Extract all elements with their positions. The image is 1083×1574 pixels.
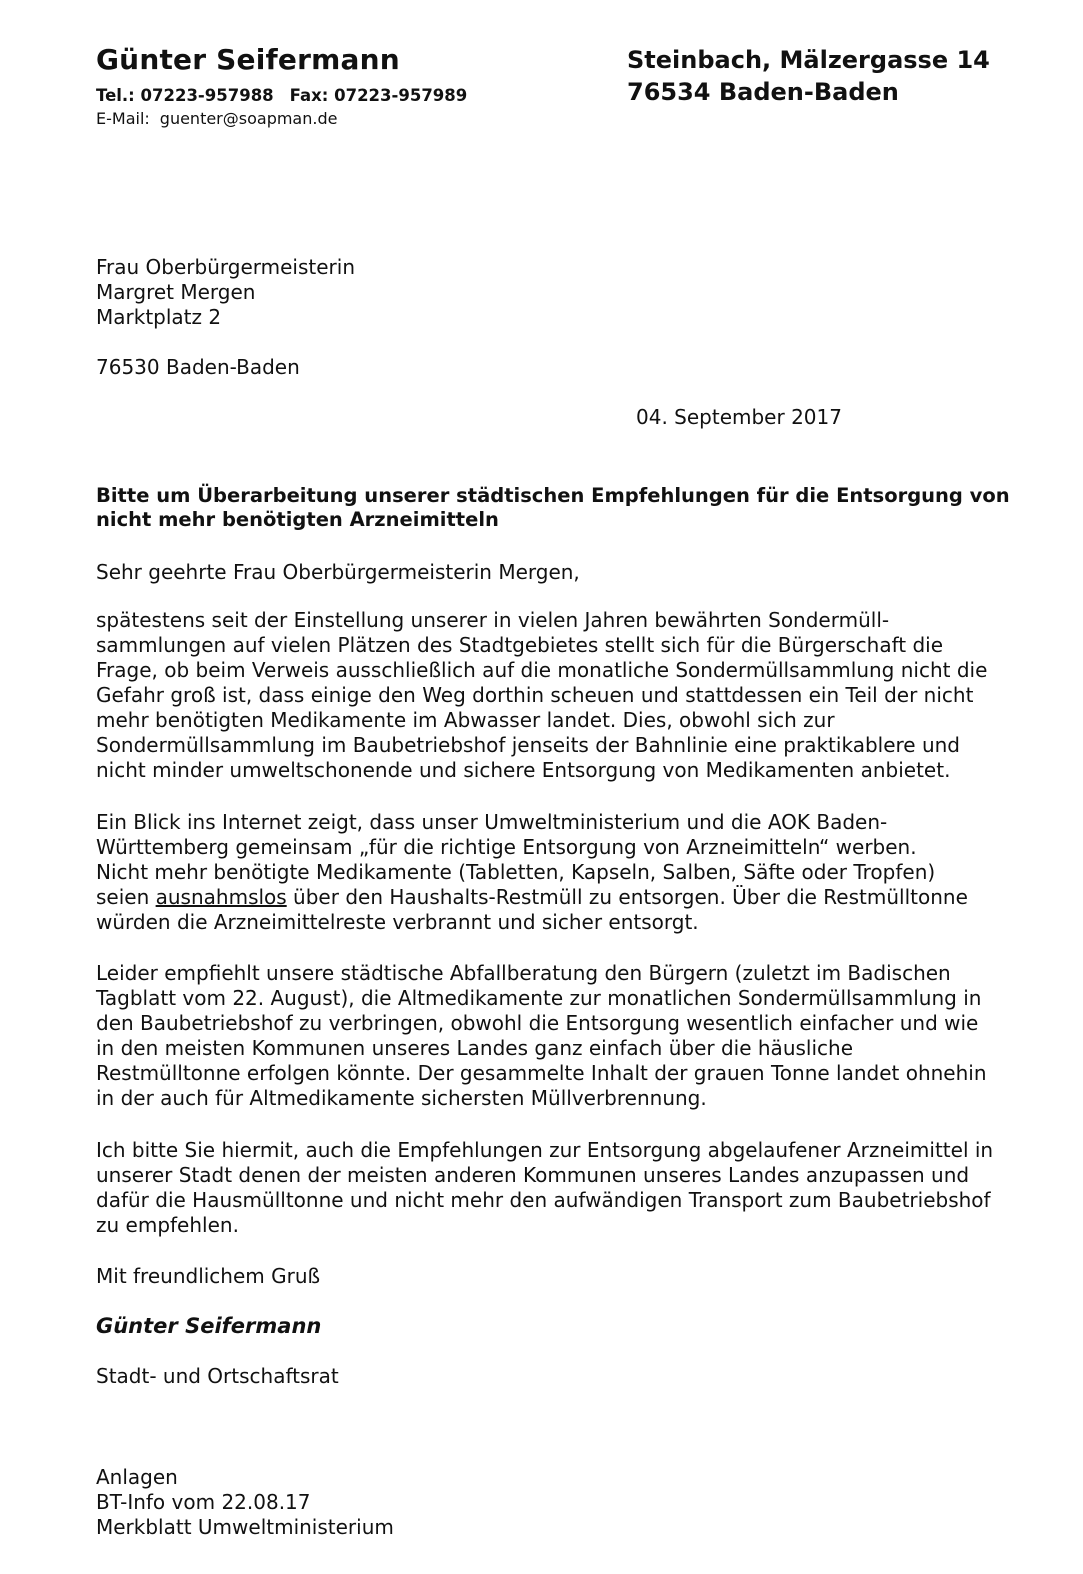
paragraph-line: Nicht mehr benötigte Medikamente (Tabletten, Kapseln, Salben, Säfte oder Tropfen) (96, 860, 936, 884)
attachment-item: BT-Info vom 22.08.17 (96, 1490, 311, 1514)
phone-label: Tel.: (96, 86, 135, 105)
sender-contact-line (96, 86, 467, 105)
paragraph-line: sammlungen auf vielen Plätzen des Stadtgebietes stellt sich für die Bürgerschaft die (96, 633, 944, 657)
paragraph-line: spätestens seit der Einstellung unserer in vielen Jahren bewährten Sondermüll- (96, 608, 890, 632)
paragraph-line: Ich bitte Sie hiermit, auch die Empfehlungen zur Entsorgung abgelaufener Arzneimittel in (96, 1138, 994, 1162)
text-span: über den Haushalts-Restmüll zu entsorgen. Über die Restmülltonne (286, 885, 968, 909)
paragraph-line: dafür die Hausmülltonne und nicht mehr den aufwändigen Transport zum Baubetriebshof (96, 1188, 991, 1212)
paragraph-line: zu empfehlen. (96, 1213, 239, 1237)
recipient-address (96, 255, 355, 380)
paragraph-line: würden die Arzneimittelreste verbrannt und sicher entsorgt. (96, 910, 699, 934)
body-paragraph-1 (96, 608, 1036, 783)
paragraph-line: Restmülltonne erfolgen könnte. Der gesammelte Inhalt der grauen Tonne landet ohnehin (96, 1061, 987, 1085)
paragraph-line: unserer Stadt denen der meisten anderen Kommunen unseres Landes anzupassen und (96, 1163, 970, 1187)
email-label: E-Mail: (96, 109, 150, 128)
letter-date: 04. September 2017 (636, 405, 842, 429)
paragraph-line: Gefahr groß ist, dass einige den Weg dorthin scheuen und stattdessen ein Teil der nicht (96, 683, 974, 707)
recipient-line: Marktplatz 2 (96, 305, 222, 329)
attachment-item: Merkblatt Umweltministerium (96, 1515, 394, 1539)
body-paragraph-2 (96, 810, 1036, 935)
text-span: seien (96, 885, 156, 909)
recipient-line: Margret Mergen (96, 280, 256, 304)
fax-label: Fax: (289, 86, 329, 105)
fax-number: 07223-957989 (334, 86, 468, 105)
recipient-city: 76530 Baden-Baden (96, 355, 300, 379)
recipient-line: Frau Oberbürgermeisterin (96, 255, 356, 279)
paragraph-line: den Baubetriebshof zu verbringen, obwohl die Entsorgung wesentlich einfacher und wie (96, 1011, 979, 1035)
signature: Günter Seifermann (96, 1314, 322, 1338)
attachments (96, 1465, 394, 1540)
paragraph-line: in der auch für Altmedikamente sichersten Müllverbrennung. (96, 1086, 707, 1110)
body-paragraph-3 (96, 961, 1036, 1111)
paragraph-line: Württemberg gemeinsam „für die richtige Entsorgung von Arzneimitteln“ werben. (96, 835, 917, 859)
salutation: Sehr geehrte Frau Oberbürgermeisterin Mergen, (96, 560, 580, 584)
email-address: guenter@soapman.de (159, 109, 338, 128)
paragraph-line: Ein Blick ins Internet zeigt, dass unser Umweltministerium und die AOK Baden- (96, 810, 888, 834)
sender-city: 76534 Baden-Baden (627, 78, 899, 106)
letter-subject: Bitte um Überarbeitung unserer städtischen Empfehlungen für die Entsorgung von nicht mehr benötigten Arzneimitteln (96, 484, 1010, 531)
attachments-heading: Anlagen (96, 1465, 178, 1489)
sender-street: Steinbach, Mälzergasse 14 (627, 46, 990, 74)
body-paragraph-4 (96, 1138, 1036, 1238)
paragraph-line: Sondermüllsammlung im Baubetriebshof jenseits der Bahnlinie eine praktikablere und (96, 733, 960, 757)
signer-title: Stadt- und Ortschaftsrat (96, 1364, 339, 1388)
phone-number: 07223-957988 (140, 86, 274, 105)
paragraph-line: nicht minder umweltschonende und sichere Entsorgung von Medikamenten anbietet. (96, 758, 951, 782)
paragraph-line (96, 885, 1036, 910)
sender-email-line (96, 109, 337, 128)
sender-name: Günter Seifermann (96, 43, 400, 76)
emphasized-word: ausnahmslos (155, 885, 287, 909)
paragraph-line: mehr benötigten Medikamente im Abwasser landet. Dies, obwohl sich zur (96, 708, 835, 732)
paragraph-line: Tagblatt vom 22. August), die Altmedikamente zur monatlichen Sondermüllsammlung in (96, 986, 982, 1010)
paragraph-line: Leider empfiehlt unsere städtische Abfallberatung den Bürgern (zuletzt im Badischen (96, 961, 951, 985)
paragraph-line: Frage, ob beim Verweis ausschließlich auf die monatliche Sondermüllsammlung nicht die (96, 658, 988, 682)
paragraph-line: in den meisten Kommunen unseres Landes ganz einfach über die häusliche (96, 1036, 854, 1060)
closing: Mit freundlichem Gruß (96, 1264, 321, 1288)
